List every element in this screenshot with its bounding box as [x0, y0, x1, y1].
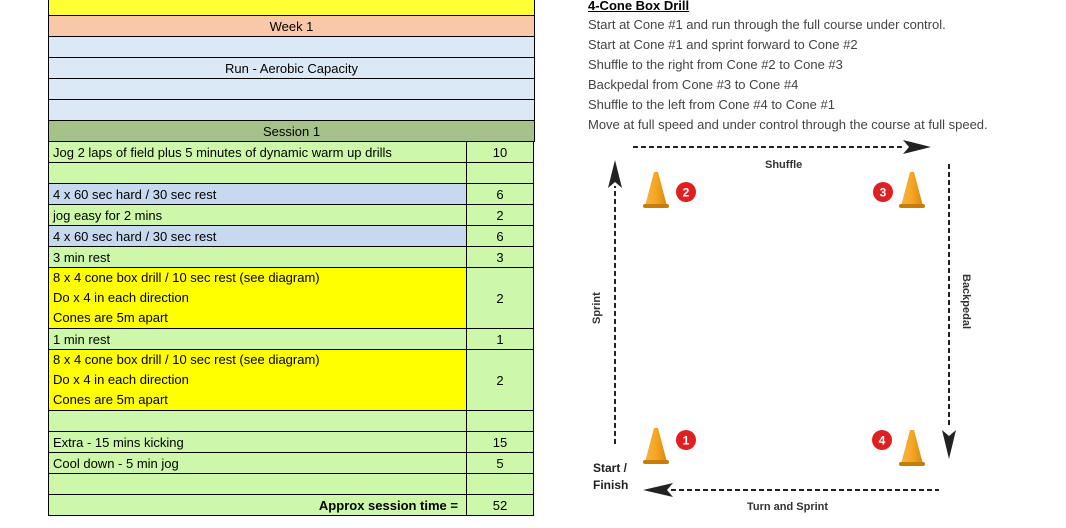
minutes-cell[interactable]: 10 [466, 141, 534, 163]
shuffle-arrow [633, 140, 931, 154]
session-plan-table [48, 0, 534, 515]
activity-cell[interactable]: 4 x 60 sec hard / 30 sec rest [48, 183, 467, 205]
total-value-cell[interactable]: 52 [466, 494, 534, 516]
activity-cell[interactable]: Jog 2 laps of field plus 5 minutes of dynamic warm up drills [48, 141, 467, 163]
backpedal-arrow [942, 164, 956, 459]
activity-line: Cones are 5m apart [53, 392, 168, 407]
total-label-cell[interactable]: Approx session time = [48, 494, 467, 516]
finish-label: Finish [593, 478, 629, 492]
minutes-cell[interactable]: 15 [466, 431, 534, 453]
drill-instructions [588, 0, 1058, 135]
cone-box-diagram [585, 134, 985, 526]
cone-3-number: 3 [879, 185, 887, 200]
cone-4-icon [899, 430, 925, 466]
activity-cell[interactable]: Cool down - 5 min jog [48, 452, 467, 474]
week-cell[interactable]: Week 1 [48, 15, 535, 37]
cone-2-icon [643, 172, 669, 208]
activity-cell[interactable]: 3 min rest [48, 246, 467, 268]
activity-line: Cones are 5m apart [53, 310, 168, 325]
session-title-cell[interactable]: Session 1 [48, 120, 535, 142]
backpedal-label: Backpedal [960, 274, 972, 330]
activity-cell[interactable] [48, 349, 467, 411]
minutes-cell[interactable]: 2 [466, 267, 534, 329]
blank-cell[interactable] [48, 36, 535, 58]
sprint-arrow [608, 160, 622, 444]
cone-2-number: 2 [682, 185, 690, 200]
drill-step: Move at full speed and under control through the course at full speed. [588, 117, 988, 132]
blank-cell[interactable] [48, 99, 535, 121]
activity-cell[interactable] [48, 410, 467, 432]
minutes-cell[interactable] [466, 410, 534, 432]
cone-4-badge [872, 430, 892, 450]
cone-3-badge [873, 182, 893, 202]
activity-cell[interactable]: 4 x 60 sec hard / 30 sec rest [48, 225, 467, 247]
activity-line: 8 x 4 cone box drill / 10 sec rest (see diagram) [53, 270, 320, 285]
blank-cell[interactable] [48, 78, 535, 100]
activity-cell[interactable]: jog easy for 2 mins [48, 204, 467, 226]
activity-cell[interactable] [48, 473, 467, 495]
activity-cell[interactable]: Extra - 15 mins kicking [48, 431, 467, 453]
drill-title: 4-Cone Box Drill [588, 0, 690, 13]
drill-step: Shuffle to the right from Cone #2 to Cone #3 [588, 57, 843, 72]
sprint-label: Sprint [591, 292, 603, 324]
cone-1-number: 1 [682, 433, 690, 448]
minutes-cell[interactable]: 2 [466, 204, 534, 226]
minutes-cell[interactable]: 2 [466, 349, 534, 411]
activity-line: 8 x 4 cone box drill / 10 sec rest (see diagram) [53, 352, 320, 367]
session-type-cell[interactable]: Run - Aerobic Capacity [48, 57, 535, 79]
minutes-cell[interactable]: 6 [466, 225, 534, 247]
minutes-cell[interactable] [466, 162, 534, 184]
activity-line: Do x 4 in each direction [53, 372, 189, 387]
minutes-cell[interactable] [466, 473, 534, 495]
minutes-cell[interactable]: 3 [466, 246, 534, 268]
header-row-top [48, 0, 535, 16]
drill-step: Start at Cone #1 and run through the full course under control. [588, 17, 946, 32]
cone-4-number: 4 [878, 433, 886, 448]
drill-step: Start at Cone #1 and sprint forward to Cone #2 [588, 37, 858, 52]
cone-3-icon [899, 172, 925, 208]
activity-cell[interactable] [48, 162, 467, 184]
activity-cell[interactable] [48, 267, 467, 329]
activity-line: Do x 4 in each direction [53, 290, 189, 305]
turn-and-sprint-arrow [643, 483, 939, 497]
minutes-cell[interactable]: 6 [466, 183, 534, 205]
cone-1-icon [643, 428, 669, 464]
start-label: Start / [593, 461, 628, 475]
minutes-cell[interactable]: 5 [466, 452, 534, 474]
shuffle-label: Shuffle [765, 159, 803, 171]
minutes-cell[interactable]: 1 [466, 328, 534, 350]
drill-step: Shuffle to the left from Cone #4 to Cone #1 [588, 97, 835, 112]
activity-cell[interactable]: 1 min rest [48, 328, 467, 350]
drill-step: Backpedal from Cone #3 to Cone #4 [588, 77, 799, 92]
cone-1-badge [676, 430, 696, 450]
cone-2-badge [676, 182, 696, 202]
turn-and-sprint-label: Turn and Sprint [747, 501, 829, 513]
